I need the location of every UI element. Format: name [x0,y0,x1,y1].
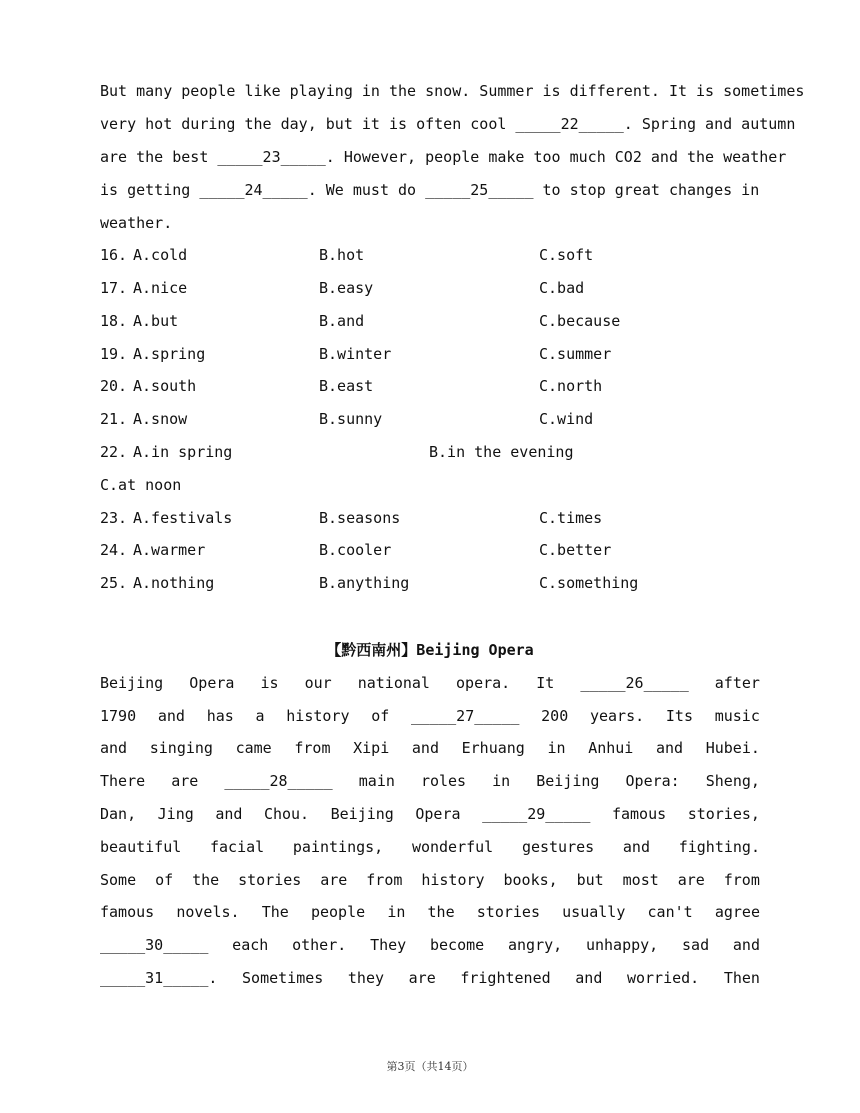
option-a: A.but [133,312,179,330]
passage-line [100,902,760,922]
passage-line [100,673,760,693]
passage-word: people [310,903,366,921]
passage-word: frightened [460,969,551,987]
question-number: 25. [100,574,128,592]
passage-word: Dan, [100,805,137,823]
passage-word: paintings, [292,838,384,856]
question-number: 21. [100,410,128,428]
passage-line: are the best _____23_____. However, people make too much CO2 and the weather [100,148,787,166]
passage-word: singing [149,739,213,757]
option-a: A.in spring [133,443,233,461]
passage-word: the [192,871,220,889]
passage-word: and [215,805,243,823]
question-number: 17. [100,279,128,297]
option-b: B.sunny [319,410,383,428]
passage-word: Jing [157,805,194,823]
passage-line [100,804,760,824]
passage-word: Chou. [263,805,310,823]
passage-word: and [575,969,603,987]
passage-word: worried. [626,969,700,987]
passage-word: Beijing [100,674,164,692]
passage-word: of [371,707,390,725]
passage-word: national [357,674,430,692]
passage-word: history [286,707,350,725]
passage-line: weather. [100,214,173,232]
passage-word: are [320,871,348,889]
question-number: 20. [100,377,128,395]
passage-word: in [387,903,406,921]
passage-word: Some [100,871,137,889]
passage-line [100,870,760,890]
passage-word: from [723,871,760,889]
passage-word: _____30_____ [100,936,209,954]
question-number: 16. [100,246,128,264]
passage-word: is [260,674,279,692]
question-number: 18. [100,312,128,330]
option-a: A.festivals [133,509,233,527]
passage-word: agree [714,903,760,921]
passage-word: famous [611,805,667,823]
passage-word: other. [292,936,347,954]
passage-word: Sometimes [242,969,324,987]
passage-line [100,935,760,955]
option-a: A.warmer [133,541,206,559]
passage-word: Opera [415,805,461,823]
passage-word: they [347,969,385,987]
passage-word: from [366,871,403,889]
passage-word: roles [420,772,467,790]
passage-word: facial [210,838,265,856]
passage-line: But many people like playing in the snow. Summer is different. It is sometimes [100,82,805,100]
passage-word: came [235,739,272,757]
passage-word: 200 [541,707,569,725]
passage-word: usually [562,903,626,921]
passage-word: _____27_____ [411,707,520,725]
passage-line: very hot during the day, but it is often cool _____22_____. Spring and autumn [100,115,796,133]
passage-word: and [732,936,760,954]
passage-word: 1790 [100,707,137,725]
passage-word: stories [238,871,302,889]
passage-word: stories [476,903,540,921]
passage-word: _____29_____ [482,805,591,823]
option-a: A.south [133,377,197,395]
passage-word: in [547,739,566,757]
passage-word: become [430,936,485,954]
passage-word: and [157,707,185,725]
passage-word: Opera [189,674,235,692]
option-c: C.bad [539,279,585,297]
option-b: B.winter [319,345,392,363]
option-b: B.seasons [319,509,401,527]
passage-word: fighting. [678,838,760,856]
passage-word: and [622,838,650,856]
passage-word: There [100,772,146,790]
passage-word: It [536,674,555,692]
passage-word: after [714,674,760,692]
passage-word: history [421,871,485,889]
passage-word: in [492,772,511,790]
passage-line [100,706,760,726]
passage-word: each [232,936,269,954]
passage-word: _____26_____ [580,674,689,692]
passage-word: and [100,739,128,757]
passage-word: Xipi [353,739,390,757]
passage-word: novels. [176,903,240,921]
option-a: A.spring [133,345,206,363]
passage-word: stories, [687,805,760,823]
question-number: 23. [100,509,128,527]
passage-word: are [408,969,436,987]
option-b: B.in the evening [429,443,574,461]
passage-word: our [304,674,332,692]
option-c: C.north [539,377,603,395]
page-footer: 第3页（共14页） [386,1060,474,1073]
passage-word: years. [589,707,645,725]
passage-word: unhappy, [585,936,659,954]
passage-word: from [294,739,331,757]
passage-word: famous [100,903,155,921]
passage-word: wonderful [411,838,494,856]
passage-line [100,837,760,857]
passage-word: a [255,707,265,725]
passage-word: has [206,707,234,725]
passage-line [100,738,760,758]
option-b: B.east [319,377,374,395]
option-b: B.cooler [319,541,392,559]
passage-word: Erhuang [461,739,525,757]
passage-word: Hubei. [705,739,760,757]
option-c: C.soft [539,246,594,264]
passage-word: the [427,903,455,921]
option-b: B.hot [319,246,365,264]
option-b: B.easy [319,279,374,297]
option-a: A.nothing [133,574,215,592]
passage-word: The [261,903,289,921]
passage-word: main [358,772,395,790]
passage-word: most [622,871,659,889]
passage-word: of [155,871,174,889]
question-number: 22. [100,443,128,461]
question-number: 24. [100,541,128,559]
passage-word: Beijing [330,805,394,823]
passage-word: Sheng, [705,772,760,790]
passage-word: They [370,936,407,954]
passage-line [100,771,760,791]
option-c: C.wind [539,410,594,428]
option-a: A.cold [133,246,188,264]
option-b: B.anything [319,574,410,592]
option-a: A.nice [133,279,188,297]
option-c: C.at noon [100,476,182,494]
passage-word: Beijing [536,772,600,790]
passage-word: angry, [507,936,563,954]
passage-word: _____28_____ [224,772,333,790]
passage-word: music [714,707,760,725]
passage-word: and [411,739,439,757]
section-title: 【黔西南州】Beijing Opera [326,641,534,659]
option-c: C.summer [539,345,612,363]
passage-word: sad [682,936,710,954]
passage-word: books, [503,871,558,889]
passage-word: Its [665,707,693,725]
passage-word: opera. [456,674,511,692]
option-c: C.because [539,312,621,330]
passage-word: Then [723,969,760,987]
option-b: B.and [319,312,365,330]
option-c: C.times [539,509,603,527]
passage-line [100,968,760,988]
passage-word: Anhui [588,739,634,757]
passage-word: but [576,871,604,889]
passage-word: beautiful [100,838,182,856]
passage-word: can't [647,903,693,921]
option-c: C.something [539,574,639,592]
option-a: A.snow [133,410,188,428]
option-c: C.better [539,541,612,559]
question-number: 19. [100,345,128,363]
passage-word: _____31_____. [100,969,218,987]
passage-word: are [677,871,705,889]
passage-word: are [171,772,199,790]
passage-line: is getting _____24_____. We must do _____25_____ to stop great changes in [100,181,760,199]
passage-word: and [655,739,684,757]
passage-word: Opera: [625,772,680,790]
passage-word: gestures [521,838,595,856]
